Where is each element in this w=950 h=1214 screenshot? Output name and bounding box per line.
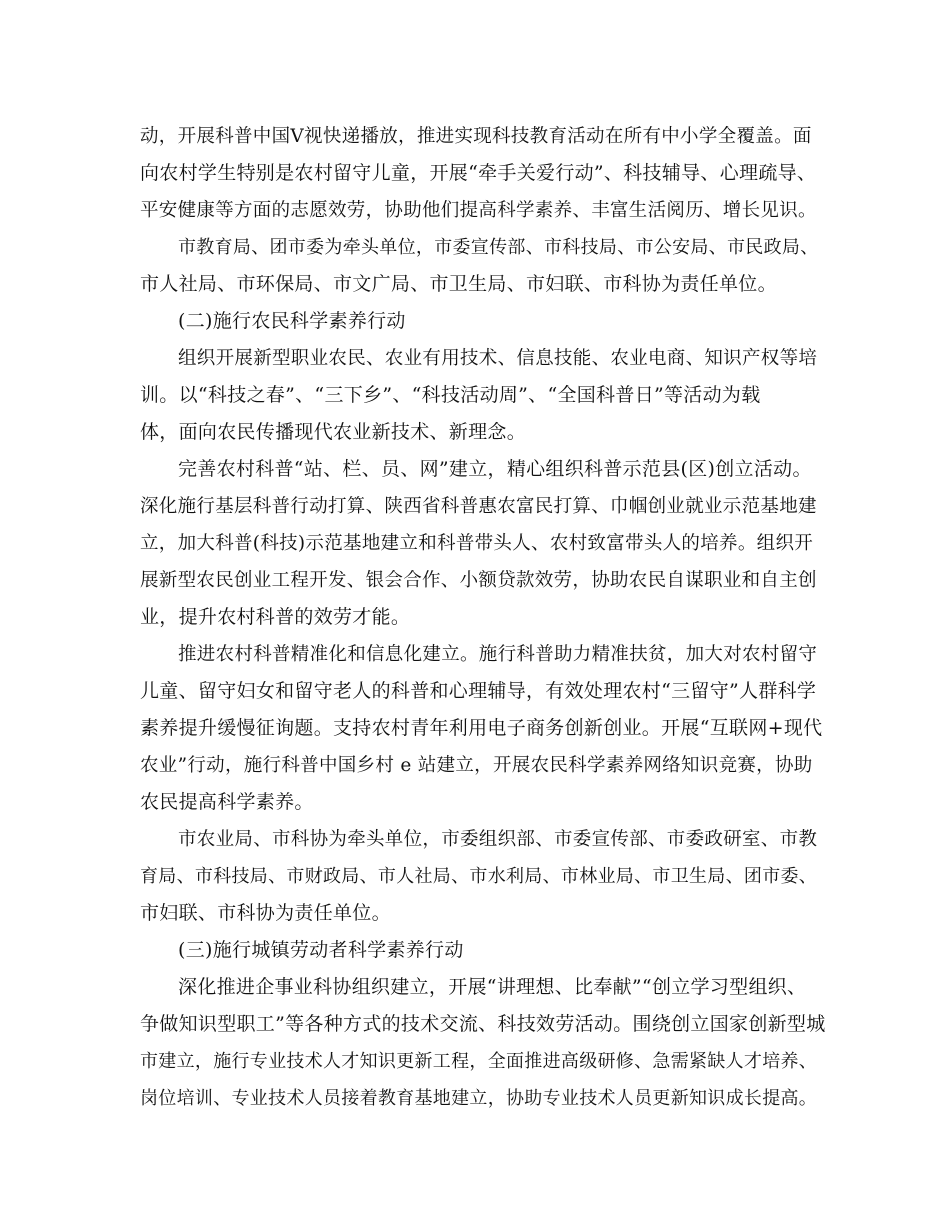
text-line: 争做知识型职工”等各种方式的技术交流、科技效劳活动。围绕创立国家创新型城 — [140, 1013, 826, 1035]
document-body — [140, 118, 828, 1117]
text-line: 业，提升农村科普的效劳才能。 — [140, 606, 411, 628]
text-line: 市妇联、市科协为责任单位。 — [140, 902, 391, 924]
text-line: 体，面向农民传播现代农业新技术、新理念。 — [140, 421, 527, 443]
text-line: 市建立，施行专业技术人才知识更新工程，全面推进高级研修、急需紧缺人才培养、 — [140, 1051, 818, 1072]
text-line: 农业”行动，施行科普中国乡村 e 站建立，开展农民科学素养网络知识竞赛，协助 — [140, 755, 813, 776]
text-line: 推进农村科普精准化和信息化建立。施行科普助力精准扶贫，加大对农村留守 — [178, 644, 818, 665]
text-line: 市教育局、团市委为牵头单位，市委宣传部、市科技局、市公安局、市民政局、 — [178, 237, 819, 258]
text-line: 深化推进企事业科协组织建立，开展“讲理想、比奉献”“创立学习型组织、 — [178, 976, 807, 998]
text-line: 市人社局、市环保局、市文广局、市卫生局、市妇联、市科协为责任单位。 — [140, 273, 777, 295]
text-line: 深化施行基层科普行动打算、陕西省科普惠农富民打算、巾帼创业就业示范基地建 — [140, 496, 817, 517]
text-line: 动，开展科普中国Ⅴ视快递播放，推进实现科技教育活动在所有中小学全覆盖。面 — [140, 126, 812, 147]
text-line: 育局、市科技局、市财政局、市人社局、市水利局、市林业局、市卫生局、团市委、 — [140, 866, 818, 887]
text-line: 训。以“科技之春”、“三下乡”、“科技活动周”、“全国科普日”等活动为载 — [140, 384, 761, 406]
text-line: 市农业局、市科协为牵头单位，市委组织部、市委宣传部、市委政研室、市教 — [178, 829, 818, 850]
text-line: 农民提高科学素养。 — [140, 791, 314, 813]
text-line: 组织开展新型职业农民、农业有用技术、信息技能、农业电商、知识产权等培 — [178, 348, 818, 369]
section-heading: (二)施行农民科学素养行动 — [178, 310, 406, 332]
text-line: 儿童、留守妇女和留守老人的科普和心理辅导，有效处理农村“三留守”人群科学 — [140, 680, 817, 702]
text-line: 平安健康等方面的志愿效劳，协助他们提高科学素养、丰富生活阅历、增长见识。 — [140, 200, 817, 221]
text-line: 立，加大科普(科技)示范基地建立和科普带头人、农村致富带头人的培养。组织开 — [140, 533, 814, 554]
text-line: 展新型农民创业工程开发、银会合作、小额贷款效劳，协助农民自谋职业和自主创 — [140, 570, 817, 591]
text-line: 完善农村科普“站、栏、员、网”建立，精心组织科普示范县(区)创立活动。 — [178, 458, 812, 480]
text-line: 向农村学生特别是农村留守儿童，开展“牵手关爱行动”、科技辅导、心理疏导、 — [140, 162, 817, 184]
section-heading: (三)施行城镇劳动者科学素养行动 — [178, 939, 464, 961]
text-line: 岗位培训、专业技术人员接着教育基地建立，协助专业技术人员更新知识成长提高。 — [140, 1088, 818, 1109]
text-line: 素养提升缓慢征询题。支持农村青年利用电子商务创新创业。开展“互联网+现代 — [140, 717, 823, 739]
